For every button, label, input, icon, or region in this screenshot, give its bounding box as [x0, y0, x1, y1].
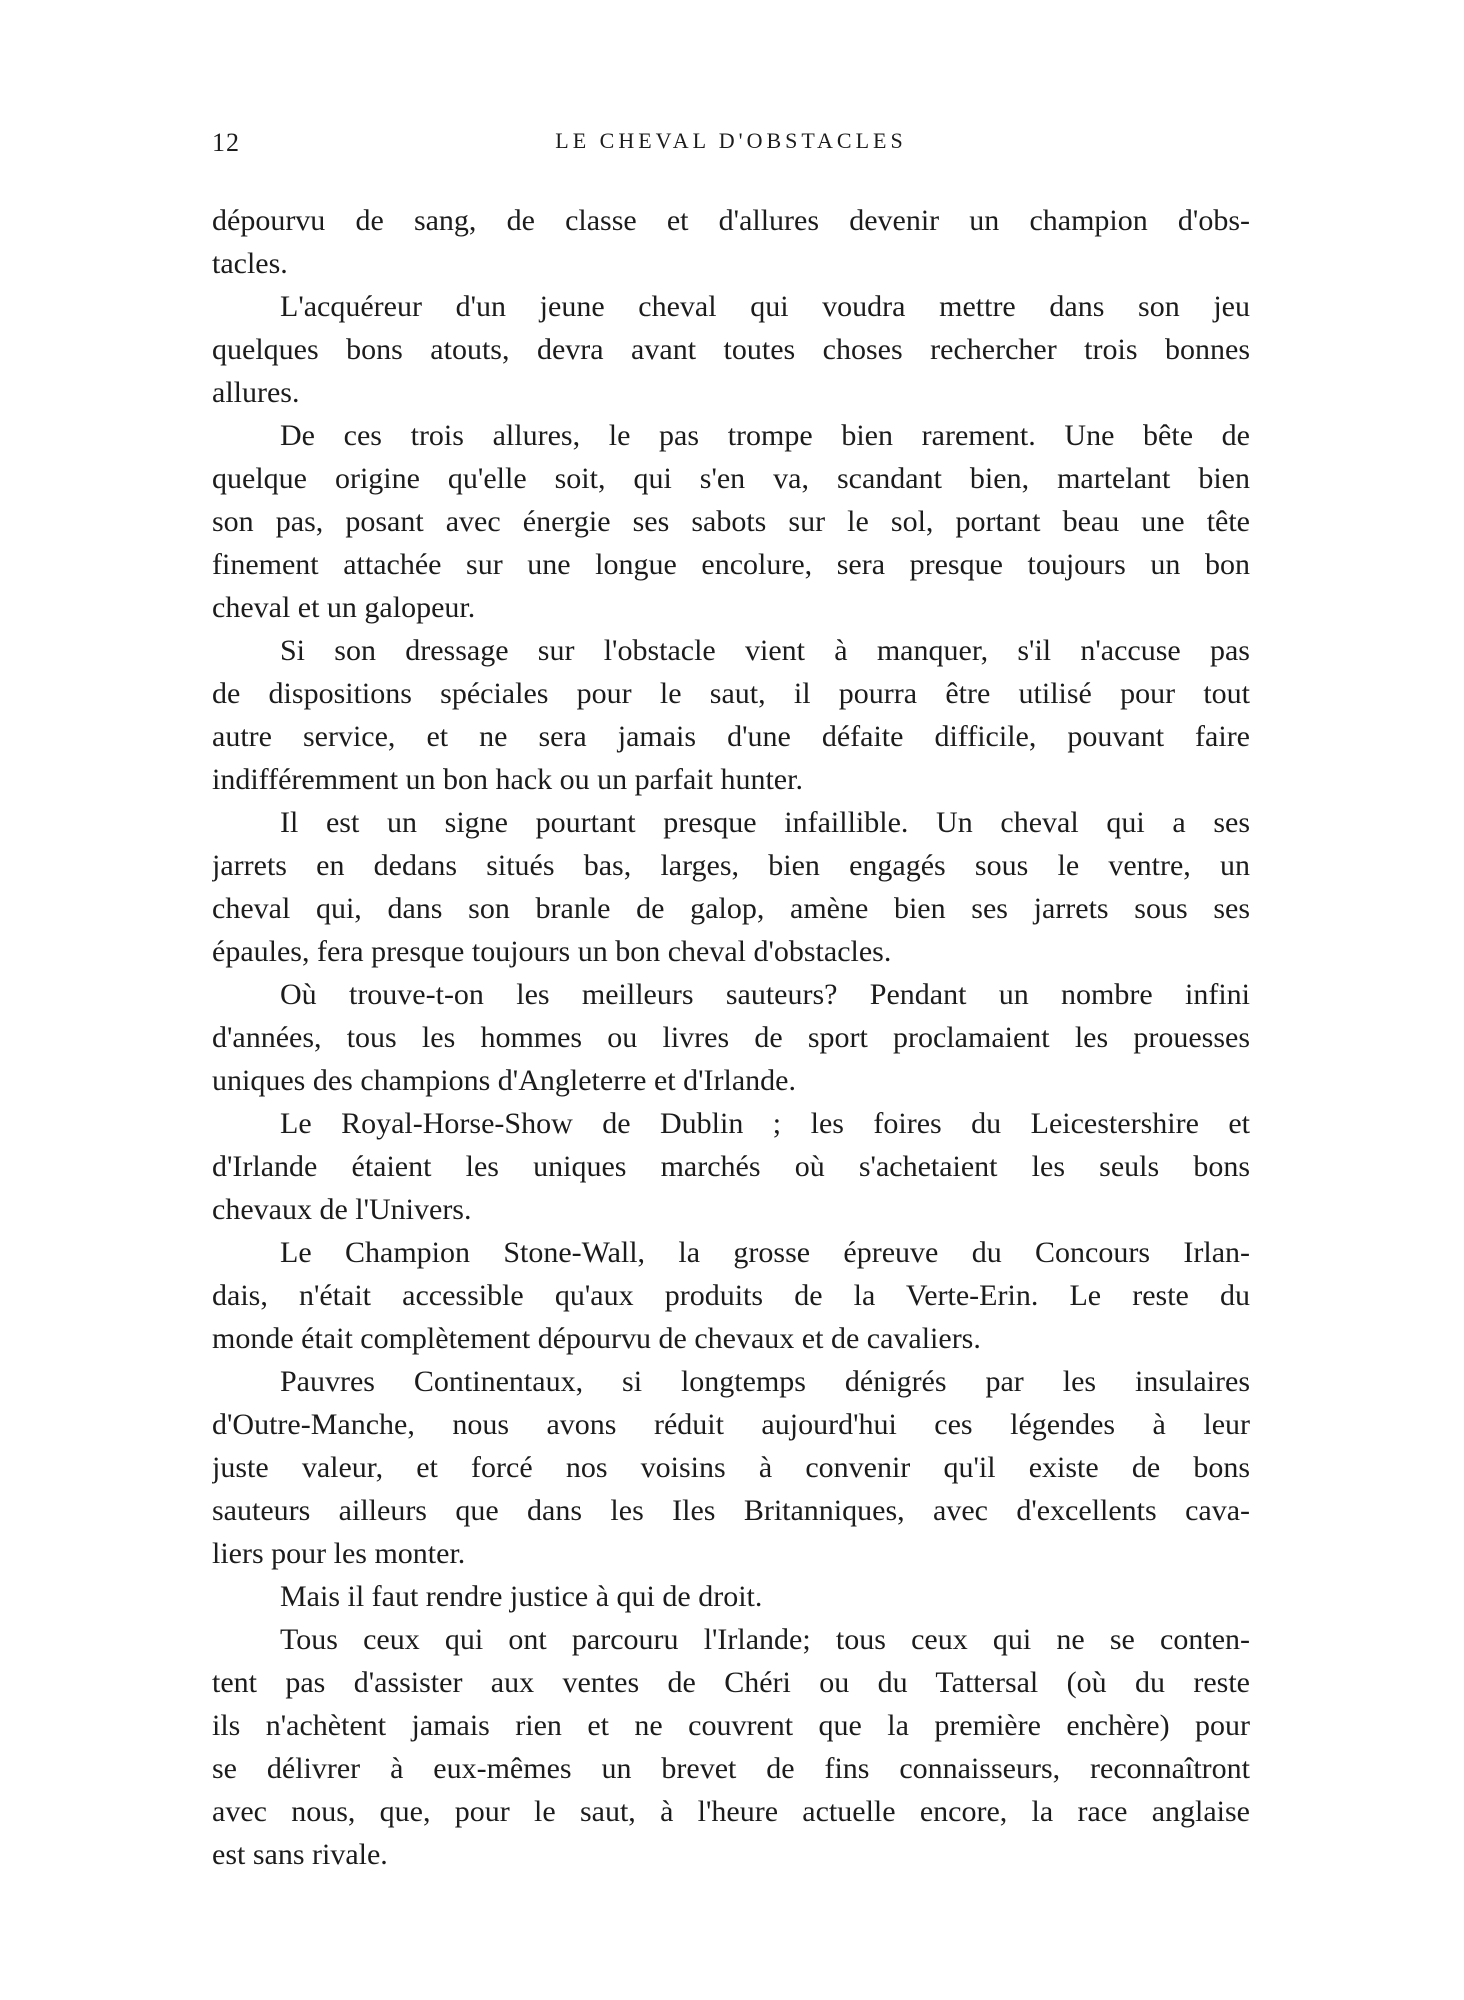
text-line: autre service, et ne sera jamais d'une défaite difficile, pouvant faire	[212, 720, 1250, 753]
text-line: juste valeur, et forcé nos voisins à convenir qu'il existe de bons	[212, 1451, 1250, 1484]
text-line: ils n'achètent jamais rien et ne couvrent que la première enchère) pour	[212, 1709, 1250, 1742]
text-line: d'Irlande étaient les uniques marchés où s'achetaient les seuls bons	[212, 1150, 1250, 1183]
text-line: Où trouve-t-on les meilleurs sauteurs? Pendant un nombre infini	[280, 978, 1250, 1011]
text-line: de dispositions spéciales pour le saut, il pourra être utilisé pour tout	[212, 677, 1250, 710]
text-line: Le Champion Stone-Wall, la grosse épreuve du Concours Irlan-	[280, 1236, 1250, 1269]
text-line: se délivrer à eux-mêmes un brevet de fins connaisseurs, reconnaîtront	[212, 1752, 1250, 1785]
text-line: est sans rivale.	[212, 1838, 388, 1871]
text-line: Si son dressage sur l'obstacle vient à manquer, s'il n'accuse pas	[280, 634, 1250, 667]
text-line: finement attachée sur une longue encolure, sera presque toujours un bon	[212, 548, 1250, 581]
text-line: De ces trois allures, le pas trompe bien rarement. Une bête de	[280, 419, 1250, 452]
text-line: indifféremment un bon hack ou un parfait hunter.	[212, 763, 803, 796]
text-line: monde était complètement dépourvu de chevaux et de cavaliers.	[212, 1322, 981, 1355]
running-title: LE CHEVAL D'OBSTACLES	[555, 128, 907, 153]
text-line: tent pas d'assister aux ventes de Chéri ou du Tattersal (où du reste	[212, 1666, 1250, 1699]
running-head	[212, 128, 1250, 164]
text-line: Mais il faut rendre justice à qui de droit.	[280, 1580, 763, 1613]
text-line: allures.	[212, 376, 300, 409]
body-text	[212, 199, 1250, 1876]
text-line: son pas, posant avec énergie ses sabots sur le sol, portant beau une tête	[212, 505, 1250, 538]
text-line: jarrets en dedans situés bas, larges, bien engagés sous le ventre, un	[212, 849, 1250, 882]
text-line: uniques des champions d'Angleterre et d'Irlande.	[212, 1064, 796, 1097]
text-line: liers pour les monter.	[212, 1537, 466, 1570]
text-line: quelque origine qu'elle soit, qui s'en va, scandant bien, martelant bien	[212, 462, 1250, 495]
text-line: avec nous, que, pour le saut, à l'heure actuelle encore, la race anglaise	[212, 1795, 1250, 1828]
text-line: cheval et un galopeur.	[212, 591, 476, 624]
text-line: Le Royal-Horse-Show de Dublin ; les foires du Leicestershire et	[280, 1107, 1250, 1140]
text-line: Tous ceux qui ont parcouru l'Irlande; tous ceux qui ne se conten-	[280, 1623, 1250, 1656]
text-line: sauteurs ailleurs que dans les Iles Britanniques, avec d'excellents cava-	[212, 1494, 1250, 1527]
text-line: d'Outre-Manche, nous avons réduit aujourd'hui ces légendes à leur	[212, 1408, 1250, 1441]
text-line: L'acquéreur d'un jeune cheval qui voudra mettre dans son jeu	[280, 290, 1250, 323]
text-line: dépourvu de sang, de classe et d'allures devenir un champion d'obs-	[212, 204, 1250, 237]
text-line: Il est un signe pourtant presque infaillible. Un cheval qui a ses	[280, 806, 1250, 839]
text-line: Pauvres Continentaux, si longtemps dénigrés par les insulaires	[280, 1365, 1250, 1398]
text-line: quelques bons atouts, devra avant toutes choses rechercher trois bonnes	[212, 333, 1250, 366]
text-line: chevaux de l'Univers.	[212, 1193, 472, 1226]
text-line: dais, n'était accessible qu'aux produits de la Verte-Erin. Le reste du	[212, 1279, 1250, 1312]
page-number: 12	[212, 128, 240, 157]
text-line: d'années, tous les hommes ou livres de sport proclamaient les prouesses	[212, 1021, 1250, 1054]
text-line: épaules, fera presque toujours un bon cheval d'obstacles.	[212, 935, 892, 968]
text-line: tacles.	[212, 247, 288, 280]
text-line: cheval qui, dans son branle de galop, amène bien ses jarrets sous ses	[212, 892, 1250, 925]
